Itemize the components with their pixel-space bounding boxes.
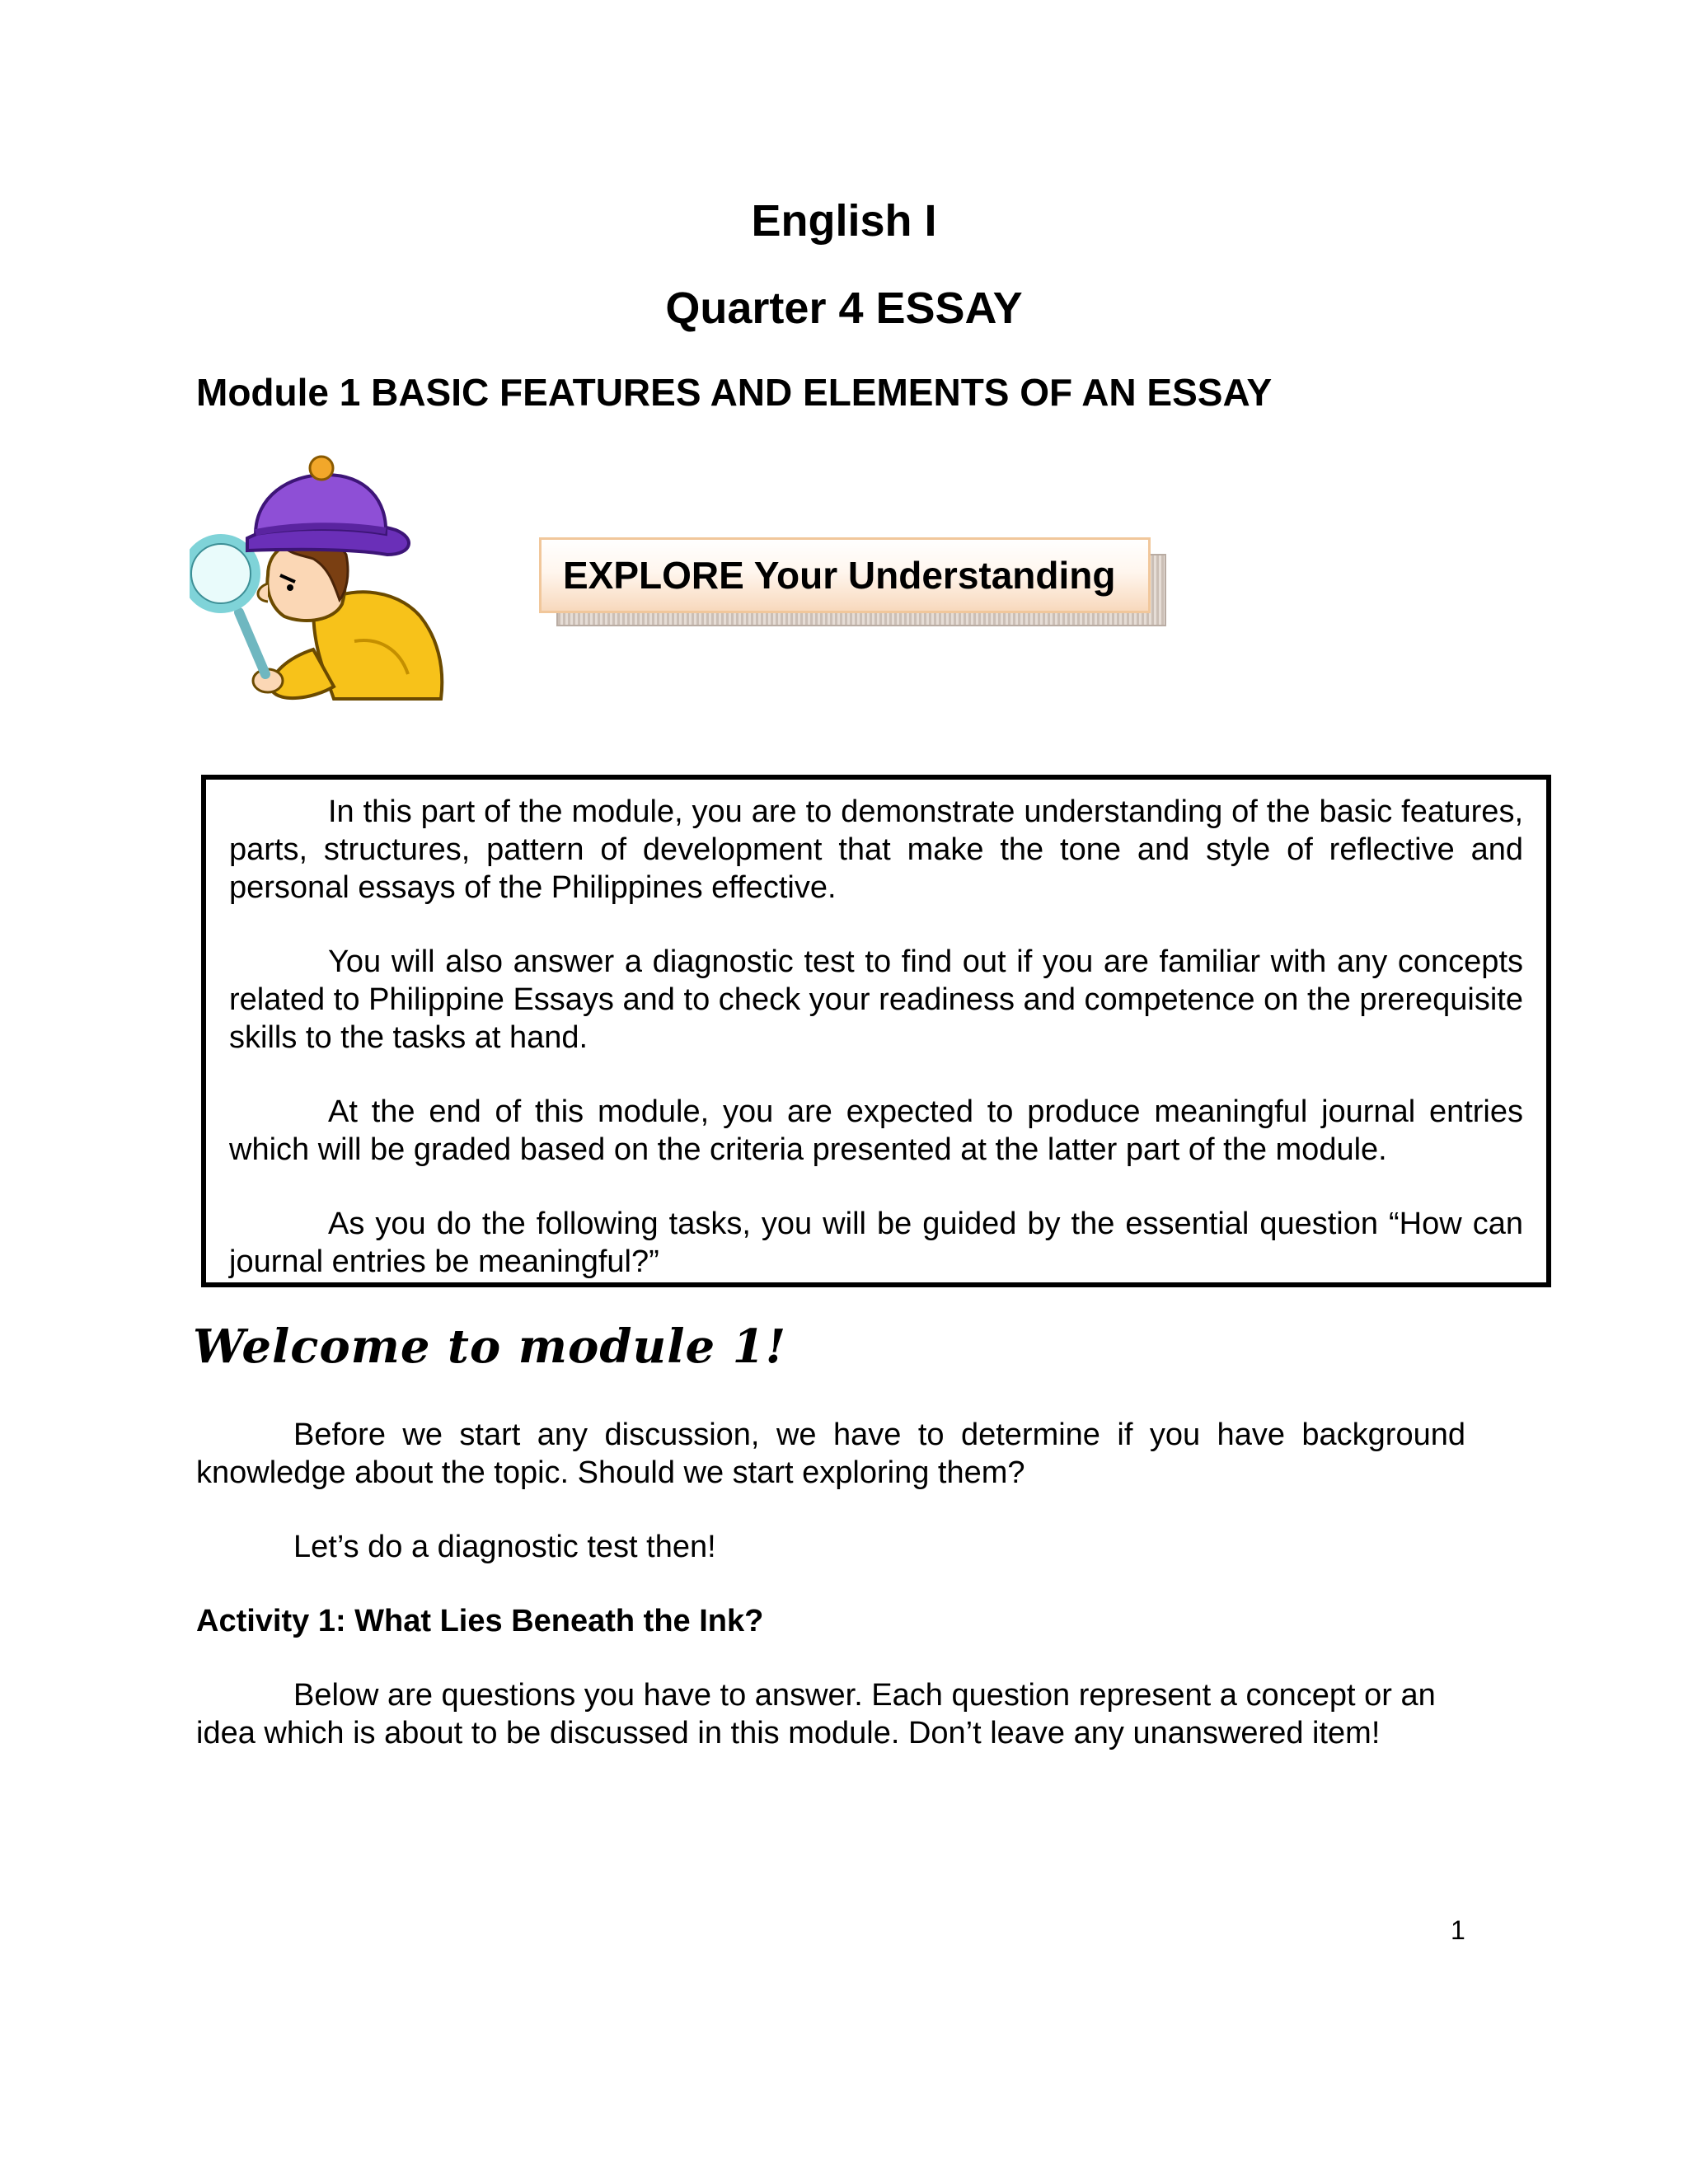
magnifier-handle bbox=[239, 612, 265, 674]
intro-paragraph: At the end of this module, you are expected to produce meaningful journal entries which will be graded based on the criteria presented at the latter part of the module. bbox=[229, 1094, 1523, 1167]
activity-title: Activity 1: What Lies Beneath the Ink? bbox=[196, 1604, 764, 1638]
lets-paragraph: Let’s do a diagnostic test then! bbox=[293, 1530, 716, 1564]
course-title: English I bbox=[751, 196, 937, 246]
intro-paragraph: You will also answer a diagnostic test to find out if you are familiar with any concepts related to Philippine Essays and to check your readiness and competence on the prerequisite skills to the tasks at hand. bbox=[229, 944, 1523, 1055]
explore-banner: EXPLORE Your Understanding bbox=[539, 537, 1151, 613]
welcome-heading: Welcome to module 1! bbox=[193, 1319, 787, 1374]
quarter-title: Quarter 4 ESSAY bbox=[665, 284, 1023, 333]
detective-illustration bbox=[190, 452, 470, 715]
hat-knob bbox=[310, 457, 333, 480]
module-title: Module 1 BASIC FEATURES AND ELEMENTS OF AN ESSAY bbox=[196, 371, 1273, 414]
page-number: 1 bbox=[1451, 1915, 1465, 1945]
nose-shape bbox=[258, 583, 268, 602]
before-paragraph: Before we start any discussion, we have to determine if you have background knowledge about the topic. Should we start exploring them? bbox=[196, 1418, 1465, 1490]
intro-box bbox=[201, 775, 1551, 1287]
intro-paragraph: As you do the following tasks, you will be guided by the essential question “How can journal entries be meaningful?” bbox=[229, 1207, 1523, 1279]
intro-paragraph: In this part of the module, you are to demonstrate understanding of the basic features, parts, structures, pattern of development that make the tone and style of reflective and personal essays of the Philippines effective. bbox=[229, 794, 1523, 905]
instructions-paragraph: Below are questions you have to answer. Each question represent a concept or an idea which is about to be discussed in this module. Don’t leave any unanswered item! bbox=[196, 1678, 1436, 1750]
